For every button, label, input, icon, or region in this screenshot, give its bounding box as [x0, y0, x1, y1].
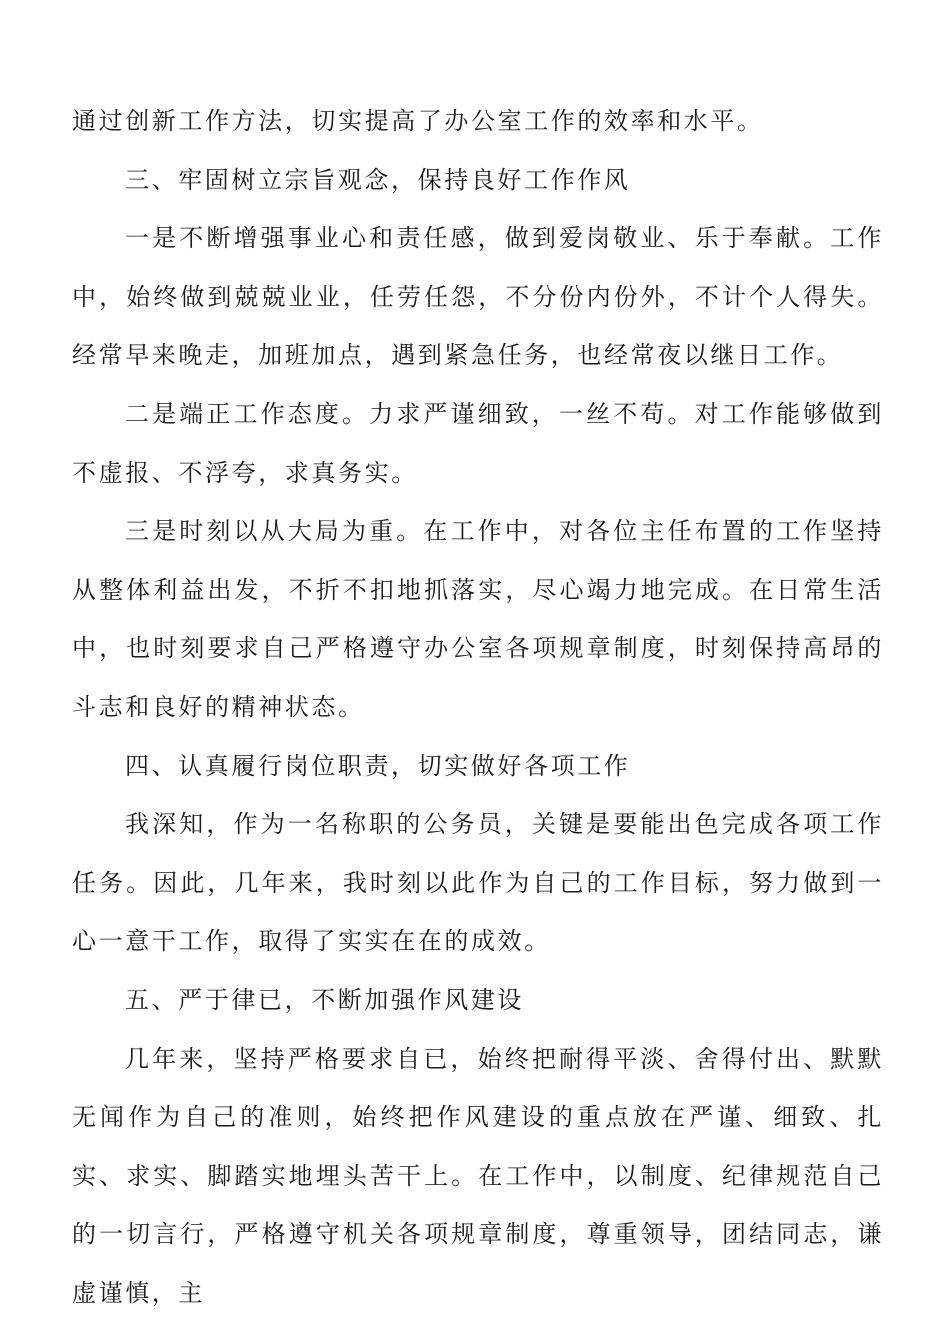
paragraph-duties: 我深知，作为一名称职的公务员，关键是要能出色完成各项工作任务。因此，几年来，我时刻以此作为自己的工作目标，努力做到一心一意干工作，取得了实实在在的成效。	[72, 810, 884, 956]
paragraph-point-1: 一是不断增强事业心和责任感，做到爱岗敬业、乐于奉献。工作中，始终做到兢兢业业，任劳任怨，不分份内份外，不计个人得失。经常早来晚走，加班加点，遇到紧急任务，也经常夜以继日工作。	[72, 224, 884, 370]
paragraph-point-2: 二是端正工作态度。力求严谨细致，一丝不苟。对工作能够做到不虚报、不浮夸，求真务实。	[72, 399, 884, 487]
section-heading-4: 四、认真履行岗位职责，切实做好各项工作	[125, 751, 631, 780]
paragraph-continuation: 通过创新工作方法，切实提高了办公室工作的效率和水平。	[72, 107, 764, 135]
paragraph-discipline: 几年来，坚持严格要求自已，始终把耐得平淡、舍得付出、默默无闻作为自己的准则，始终把作风建设的重点放在严谨、细致、扎实、求实、脚踏实地埋头苦干上。在工作中，以制度、纪律规范自己的一切言行，严格遵守机关各项规章制度，尊重领导，团结同志，谦虚谨慎，主	[72, 1044, 884, 1307]
document-body	[72, 92, 884, 1322]
section-heading-5: 五、严于律已，不断加强作风建设	[125, 985, 524, 1014]
paragraph-point-3: 三是时刻以从大局为重。在工作中，对各位主任布置的工作坚持从整体利益出发，不折不扣地抓落实，尽心竭力地完成。在日常生活中，也时刻要求自己严格遵守办公室各项规章制度，时刻保持高昂的斗志和良好的精神状态。	[72, 517, 884, 721]
section-heading-3: 三、牢固树立宗旨观念，保持良好工作作风	[125, 165, 631, 194]
